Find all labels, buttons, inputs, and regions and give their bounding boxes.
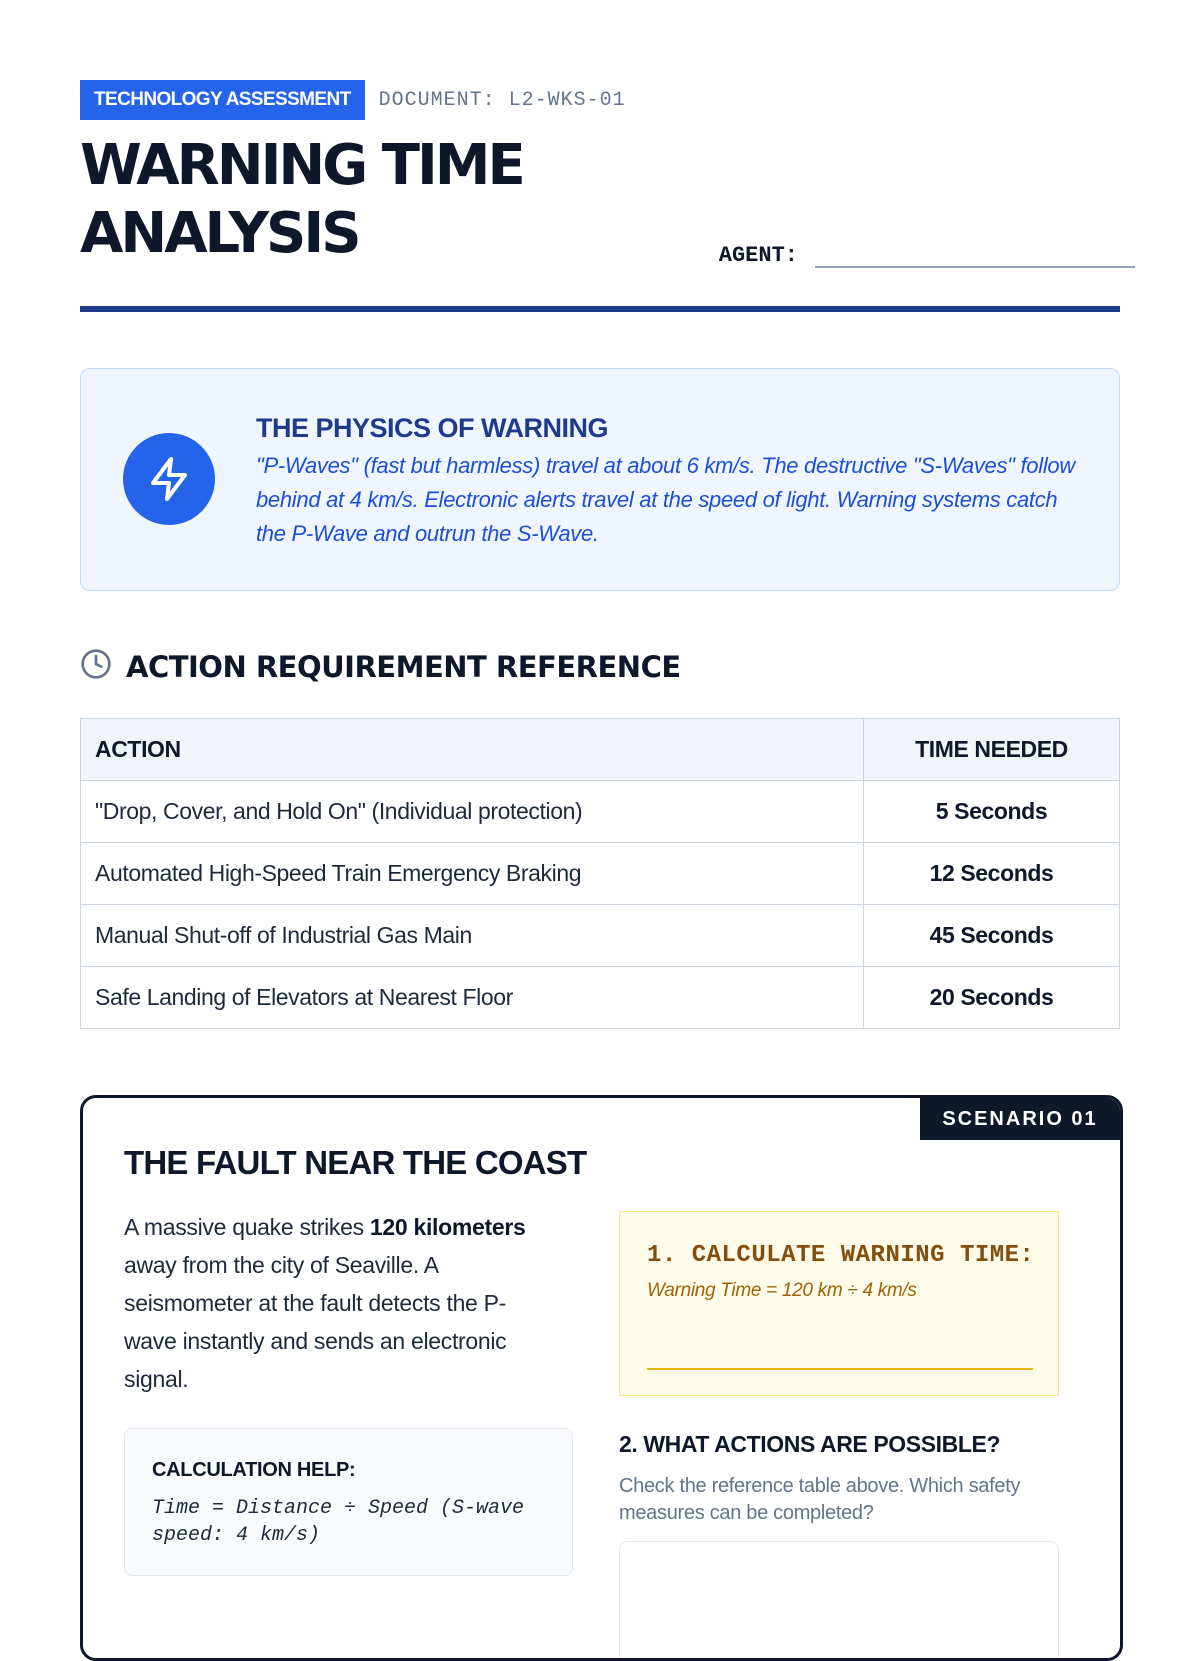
time-cell: 20 Seconds [864,967,1120,1029]
actions-instructions: Check the reference table above. Which safety measures can be completed? [619,1475,1021,1524]
header-divider [80,306,1120,312]
column-header-time: TIME NEEDED [864,719,1120,781]
warning-time-answer-line[interactable] [647,1368,1033,1370]
clock-icon [80,648,112,685]
page-title: WARNING TIME ANALYSIS [80,133,523,266]
reference-heading-text: ACTION REQUIREMENT REFERENCE [126,649,681,684]
scenario-story [124,1208,554,1398]
time-cell: 45 Seconds [864,905,1120,967]
agent-field [703,232,1135,268]
time-cell: 12 Seconds [864,843,1120,905]
assessment-tag: TECHNOLOGY ASSESSMENT [80,80,365,120]
scenario-card [80,1095,1123,1661]
agent-input-line[interactable] [815,232,1135,268]
story-distance: 120 kilometers [369,1214,526,1240]
warning-time-formula: Warning Time = 120 km ÷ 4 km/s [647,1280,917,1301]
story-text-start: A massive quake strikes [124,1214,370,1240]
table-header-row [81,719,1120,781]
warning-time-box [619,1211,1059,1396]
actions-question: 2. WHAT ACTIONS ARE POSSIBLE? [619,1431,1001,1457]
actions-answer-box[interactable] [619,1541,1059,1661]
action-cell: Automated High-Speed Train Emergency Braking [81,843,864,905]
physics-text: "P-Waves" (fast but harmless) travel at about 6 km/s. The destructive "S-Waves" follow behind at 4 km/s. Electronic alerts travel at the speed of light. Warning systems catch the P-Wave and outrun the S-Wave. [256,453,1075,546]
reference-heading [80,648,681,685]
calculation-help-box [124,1428,573,1576]
calculation-help-label: CALCULATION HELP: [152,1459,356,1481]
warning-time-question: 1. CALCULATE WARNING TIME: [647,1242,1035,1269]
agent-label: AGENT: [718,243,798,268]
scenario-tag: SCENARIO 01 [920,1098,1120,1140]
column-header-action: ACTION [81,719,864,781]
table-row [81,843,1120,905]
physics-title: THE PHYSICS OF WARNING [256,413,609,443]
action-cell: "Drop, Cover, and Hold On" (Individual protection) [81,781,864,843]
action-reference-table [80,718,1120,1029]
story-text-end: away from the city of Seaville. A seismometer at the fault detects the P-wave instantly and sends an electronic signal. [124,1252,507,1392]
table-row [81,905,1120,967]
table-row [81,967,1120,1029]
physics-callout [80,368,1120,591]
document-id: DOCUMENT: L2-WKS-01 [378,88,626,112]
scenario-title: THE FAULT NEAR THE COAST [124,1144,587,1181]
action-cell: Safe Landing of Elevators at Nearest Floor [81,967,864,1029]
lightning-bolt-icon [123,433,215,525]
action-cell: Manual Shut-off of Industrial Gas Main [81,905,864,967]
table-row [81,781,1120,843]
header-meta [80,80,626,120]
calculation-help-formula: Time = Distance ÷ Speed (S-wave speed: 4 km/s) [152,1497,525,1547]
time-cell: 5 Seconds [864,781,1120,843]
